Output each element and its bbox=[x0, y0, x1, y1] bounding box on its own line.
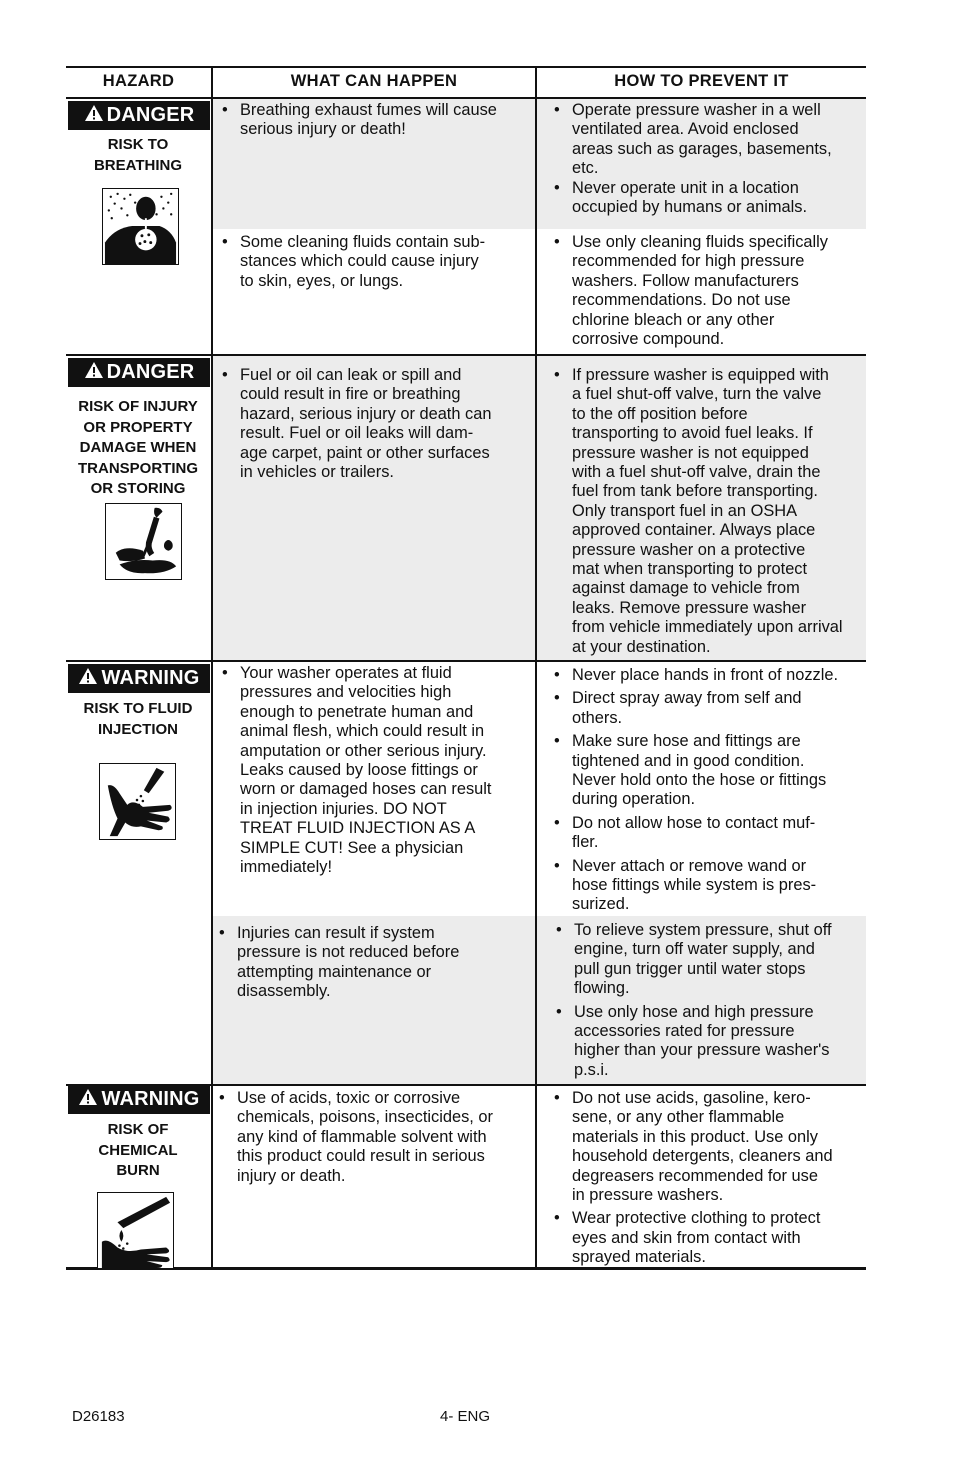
list-item: • Operate pressure washer in a well ventilated area. Avoid enclosed areas such as garages, basements, etc. bbox=[552, 101, 864, 179]
signal-word: DANGER bbox=[106, 104, 195, 126]
rule bbox=[211, 66, 213, 1270]
danger-badge bbox=[68, 101, 210, 130]
alert-triangle-icon bbox=[84, 104, 104, 128]
fuel-spill-icon bbox=[105, 503, 182, 580]
what-list bbox=[220, 664, 532, 877]
list-item: • Breathing exhaust fumes will cause serious injury or death! bbox=[220, 101, 532, 140]
how-list bbox=[554, 921, 866, 1084]
what-list bbox=[220, 101, 532, 140]
list-item: • Never operate unit in a location occupied by humans or animals. bbox=[552, 179, 864, 218]
signal-word: WARNING bbox=[101, 667, 200, 689]
safety-table bbox=[66, 66, 866, 1270]
page-number: 4- ENG bbox=[440, 1408, 491, 1425]
what-list bbox=[220, 233, 532, 291]
signal-word: DANGER bbox=[106, 361, 195, 383]
warning-badge bbox=[68, 1085, 210, 1114]
rule bbox=[66, 660, 866, 662]
doc-number: D26183 bbox=[72, 1408, 125, 1425]
list-item: • Some cleaning fluids contain sub- stances which could cause injury to skin, eyes, or lungs. bbox=[220, 233, 532, 291]
signal-word: WARNING bbox=[101, 1088, 200, 1110]
how-list bbox=[552, 666, 864, 919]
alert-triangle-icon bbox=[78, 667, 98, 691]
warning-badge bbox=[68, 664, 210, 693]
how-list bbox=[552, 101, 864, 217]
chemical-burn-icon bbox=[97, 1192, 174, 1269]
fluid-injection-icon bbox=[99, 763, 176, 840]
rule bbox=[535, 66, 537, 1270]
header-hazard: HAZARD bbox=[102, 72, 175, 90]
alert-triangle-icon bbox=[78, 1088, 98, 1112]
hazard-title: RISK TO FLUID INJECTION bbox=[83, 700, 193, 738]
rule bbox=[66, 97, 866, 99]
header-what-can-happen: WHAT CAN HAPPEN bbox=[290, 72, 458, 90]
list-item: • Make sure hose and fittings are tightened and in good condition. Never hold onto the hose or fittings during operation. bbox=[552, 732, 864, 810]
list-item: • Fuel or oil can leak or spill and could result in fire or breathing hazard, serious injury or death can result. Fuel or oil leaks will dam- age carpet, paint or other surfaces in vehicles or trailers. bbox=[220, 366, 532, 482]
what-list bbox=[220, 366, 532, 482]
header-how-to-prevent: HOW TO PREVENT IT bbox=[614, 72, 789, 90]
danger-badge bbox=[68, 358, 210, 387]
list-item: • Do not allow hose to contact muf- fler. bbox=[552, 814, 864, 853]
hazard-title: RISK TO BREATHING bbox=[93, 136, 183, 174]
list-item: • To relieve system pressure, shut off engine, turn off water supply, and pull gun trigger until water stops flowing. bbox=[554, 921, 866, 999]
list-item: • Direct spray away from self and others. bbox=[552, 689, 864, 728]
hazard-title: RISK OF INJURY OR PROPERTY DAMAGE WHEN TRANSPORTING OR STORING bbox=[78, 398, 198, 497]
rule bbox=[66, 354, 866, 356]
list-item: • Do not use acids, gasoline, kero- sene, or any other flammable materials in this product. Use only household detergents, cleaners and degreasers recommended for use in pressure washers. bbox=[552, 1089, 866, 1205]
list-item: • Never place hands in front of nozzle. bbox=[552, 666, 864, 685]
list-item: • Use only hose and high pressure accessories rated for pressure higher than your pressure washer's p.s.i. bbox=[554, 1003, 866, 1081]
list-item: • If pressure washer is equipped with a fuel shut-off valve, turn the valve to the off position before transporting to avoid fuel leaks. If pressure washer is not equipped with a fuel shut-off valve, drain the fuel from tank before transporting. Only transport fuel in an OSHA approved container. Always place pressure washer on a protective mat when transporting to protect against damage to vehicle from leaks. Remove pressure washer from vehicle immediately upon arrival at your destination. bbox=[552, 366, 866, 657]
list-item: • Wear protective clothing to protect eyes and skin from contact with sprayed materials. bbox=[552, 1209, 866, 1267]
list-item: • Your washer operates at fluid pressures and velocities high enough to penetrate human and animal flesh, which could result in amputation or other serious injury. Leaks caused by loose fittings or worn or damaged hoses can result in injection injuries. DO NOT TREAT FLUID INJECTION AS A SIMPLE CUT! See a physician immediately! bbox=[220, 664, 532, 877]
what-list bbox=[217, 1089, 533, 1186]
breathing-hazard-icon bbox=[102, 188, 179, 265]
how-list bbox=[552, 1089, 866, 1272]
what-list bbox=[217, 924, 529, 1002]
list-item: • Use of acids, toxic or corrosive chemicals, poisons, insecticides, or any kind of flammable solvent with this product could result in serious injury or death. bbox=[217, 1089, 533, 1186]
alert-triangle-icon bbox=[84, 361, 104, 385]
how-list bbox=[552, 233, 864, 349]
how-list bbox=[552, 366, 866, 657]
list-item: • Injuries can result if system pressure is not reduced before attempting maintenance or disassembly. bbox=[217, 924, 529, 1002]
hazard-title: RISK OF CHEMICAL BURN bbox=[98, 1121, 178, 1179]
list-item: • Use only cleaning fluids specifically recommended for high pressure washers. Follow manufacturers recommendations. Do not use chlorine bleach or any other corrosive compound. bbox=[552, 233, 864, 349]
list-item: • Never attach or remove wand or hose fittings while system is pres- surized. bbox=[552, 857, 864, 915]
